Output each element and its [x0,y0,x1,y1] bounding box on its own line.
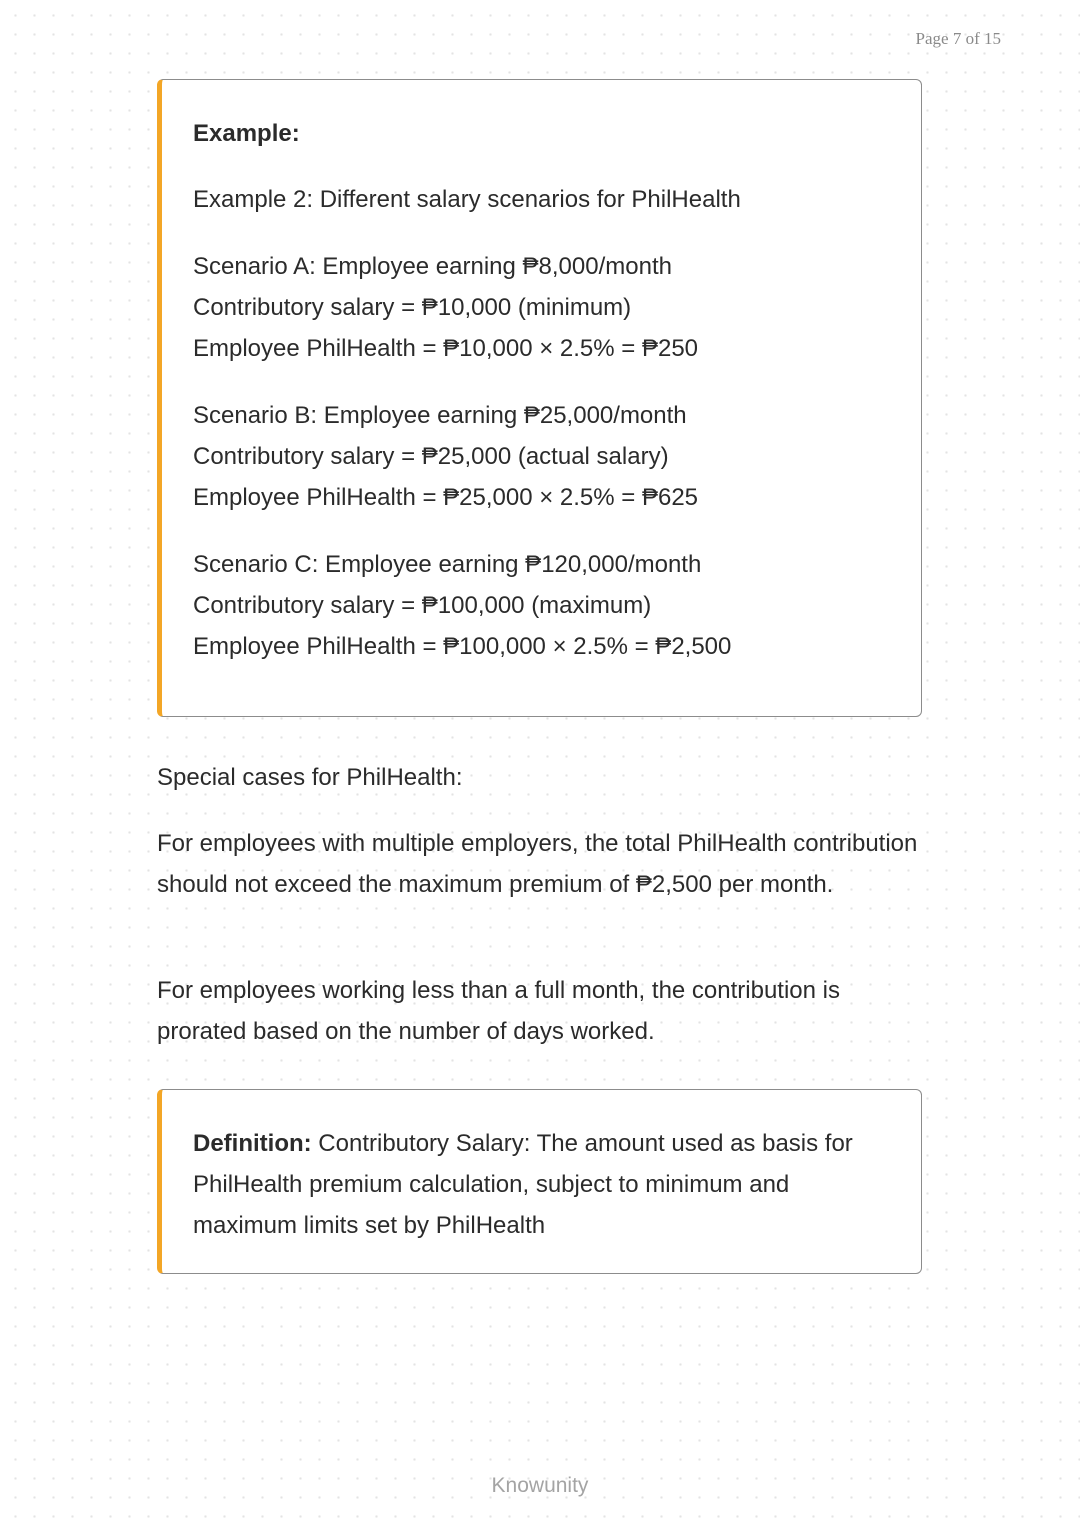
scenario-contributory-salary: Contributory salary = ₱10,000 (minimum) [193,294,632,321]
scenario-contributory-salary: Contributory salary = ₱100,000 (maximum) [193,592,652,619]
scenario-computation: Employee PhilHealth = ₱100,000 × 2.5% = ₱2,500 [193,633,732,660]
scenario-c [193,544,891,667]
definition-body: Contributory Salary: The amount used as basis for PhilHealth premium calculation, subject to minimum and maximum limits set by PhilHealth [193,1130,853,1239]
definition-callout [157,1089,922,1274]
definition-term: Definition: [193,1130,312,1157]
scenario-title: Scenario B: Employee earning ₱25,000/month [193,402,687,429]
definition-text [193,1123,891,1246]
footer-brand: Knowunity [491,1474,589,1497]
scenario-contributory-salary: Contributory salary = ₱25,000 (actual salary) [193,443,669,470]
special-cases-title: Special cases for PhilHealth: [157,764,463,791]
scenario-a [193,246,891,369]
special-case-paragraph: For employees working less than a full month, the contribution is prorated based on the number of days worked. [157,977,841,1045]
scenario-b [193,395,891,518]
page-number: Page 7 of 15 [915,29,1001,48]
scenario-computation: Employee PhilHealth = ₱10,000 × 2.5% = ₱250 [193,335,699,362]
scenario-title: Scenario C: Employee earning ₱120,000/month [193,551,702,578]
special-case-paragraph: For employees with multiple employers, the total PhilHealth contribution should not exceed the maximum premium of ₱2,500 per month. [157,830,918,898]
example-callout [157,79,922,717]
scenario-title: Scenario A: Employee earning ₱8,000/month [193,253,672,280]
example-heading: Example: [193,120,300,147]
scenario-computation: Employee PhilHealth = ₱25,000 × 2.5% = ₱625 [193,484,699,511]
example-intro: Example 2: Different salary scenarios for PhilHealth [193,186,741,213]
